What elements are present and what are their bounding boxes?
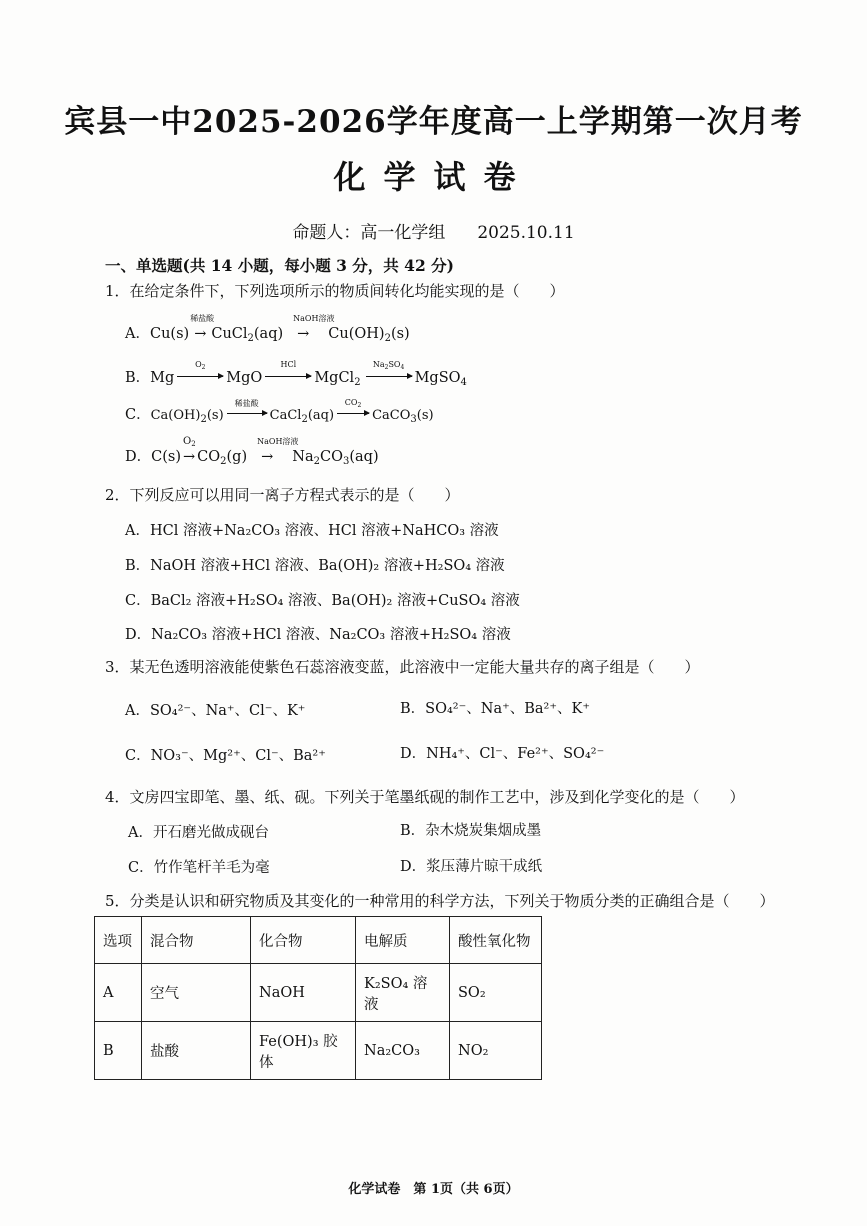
question-3-option-a: A．SO₄²⁻、Na⁺、Cl⁻、K⁺ bbox=[125, 703, 306, 719]
question-2-option-a: A．HCl 溶液+Na₂CO₃ 溶液、HCl 溶液+NaHCO₃ 溶液 bbox=[125, 523, 499, 539]
author-line bbox=[0, 218, 867, 243]
table-cell: Na₂CO₃ bbox=[356, 1022, 450, 1080]
table-header-cell: 酸性氧化物 bbox=[450, 917, 542, 964]
question-3-option-d: D．NH₄⁺、Cl⁻、Fe²⁺、SO₄²⁻ bbox=[400, 746, 605, 762]
question-2-option-b: B．NaOH 溶液+HCl 溶液、Ba(OH)₂ 溶液+H₂SO₄ 溶液 bbox=[125, 558, 505, 574]
table-cell: B bbox=[95, 1022, 142, 1080]
question-4-option-a: A．开石磨光做成砚台 bbox=[128, 825, 269, 841]
question-1-option-c: C．$Ca(OH)_2(s)$ 稀盐酸 CaCl$_2$(aq) $CO_2$ CaCO$_3$(s) bbox=[125, 398, 434, 425]
question-4-stem: 4．文房四宝即笔、墨、纸、砚。下列关于笔墨纸砚的制作工艺中，涉及到化学变化的是（ ） bbox=[105, 788, 745, 806]
question-1-option-a: A．Cu(s) 稀盐酸 → CuCl$_2$(aq) NaOH溶液 → $Cu(OH)_2(s)$ bbox=[125, 314, 410, 344]
table-cell: A bbox=[95, 964, 142, 1022]
question-3-option-c: C．NO₃⁻、Mg²⁺、Cl⁻、Ba²⁺ bbox=[125, 748, 326, 764]
table-cell: Fe(OH)₃ 胶体 bbox=[251, 1022, 356, 1080]
table-cell: NaOH bbox=[251, 964, 356, 1022]
question-3-stem: 3．某无色透明溶液能使紫色石蕊溶液变蓝，此溶液中一定能大量共存的离子组是（ ） bbox=[105, 658, 700, 676]
question-2-option-c: C．BaCl₂ 溶液+H₂SO₄ 溶液、Ba(OH)₂ 溶液+CuSO₄ 溶液 bbox=[125, 593, 520, 609]
table-cell: NO₂ bbox=[450, 1022, 542, 1080]
table-header-row bbox=[95, 917, 542, 964]
table-cell: 空气 bbox=[142, 964, 251, 1022]
exam-title: 宾县一中2025-2026学年度高一上学期第一次月考 bbox=[64, 104, 803, 140]
table-cell: K₂SO₄ 溶液 bbox=[356, 964, 450, 1022]
question-4-option-d: D．浆压薄片晾干成纸 bbox=[400, 859, 543, 875]
author: 命题人：高一化学组 bbox=[292, 223, 446, 243]
table-header-cell: 化合物 bbox=[251, 917, 356, 964]
question-4-option-b: B．杂木烧炭集烟成墨 bbox=[400, 823, 542, 839]
question-1-stem: 1．在给定条件下，下列选项所示的物质间转化均能实现的是（ ） bbox=[105, 282, 565, 300]
exam-subject: 化学试卷 bbox=[333, 158, 534, 196]
table-header-cell: 电解质 bbox=[356, 917, 450, 964]
exam-date: 2025.10.11 bbox=[477, 223, 575, 243]
page-footer: 化学试卷 第 1页（共 6页） bbox=[348, 1182, 519, 1197]
question-2-option-d: D．Na₂CO₃ 溶液+HCl 溶液、Na₂CO₃ 溶液+H₂SO₄ 溶液 bbox=[125, 627, 511, 643]
question-3-option-b: B．SO₄²⁻、Na⁺、Ba²⁺、K⁺ bbox=[400, 701, 590, 717]
table-row bbox=[95, 1022, 542, 1080]
table-cell: 盐酸 bbox=[142, 1022, 251, 1080]
section-heading: 一、单选题(共 14 小题，每小题 3 分，共 42 分) bbox=[105, 256, 454, 275]
classification-table bbox=[94, 916, 542, 1080]
table-header-cell: 混合物 bbox=[142, 917, 251, 964]
question-1-option-d: D．C(s) $O_2$ → $CO_2(g)$ NaOH溶液 → $Na_2CO_3(aq)$ bbox=[125, 436, 379, 467]
table-row bbox=[95, 964, 542, 1022]
question-5-stem: 5．分类是认识和研究物质及其变化的一种常用的科学方法，下列关于物质分类的正确组合是（ ） bbox=[105, 892, 775, 910]
table-cell: SO₂ bbox=[450, 964, 542, 1022]
question-1-option-b: B．Mg $O_2$ MgO HCl MgCl$_2$ $Na_2SO_4$ MgSO$_4$ bbox=[125, 360, 467, 388]
question-4-option-c: C．竹作笔杆羊毛为毫 bbox=[128, 860, 270, 876]
table-header-cell: 选项 bbox=[95, 917, 142, 964]
question-2-stem: 2．下列反应可以用同一离子方程式表示的是（ ） bbox=[105, 486, 460, 504]
